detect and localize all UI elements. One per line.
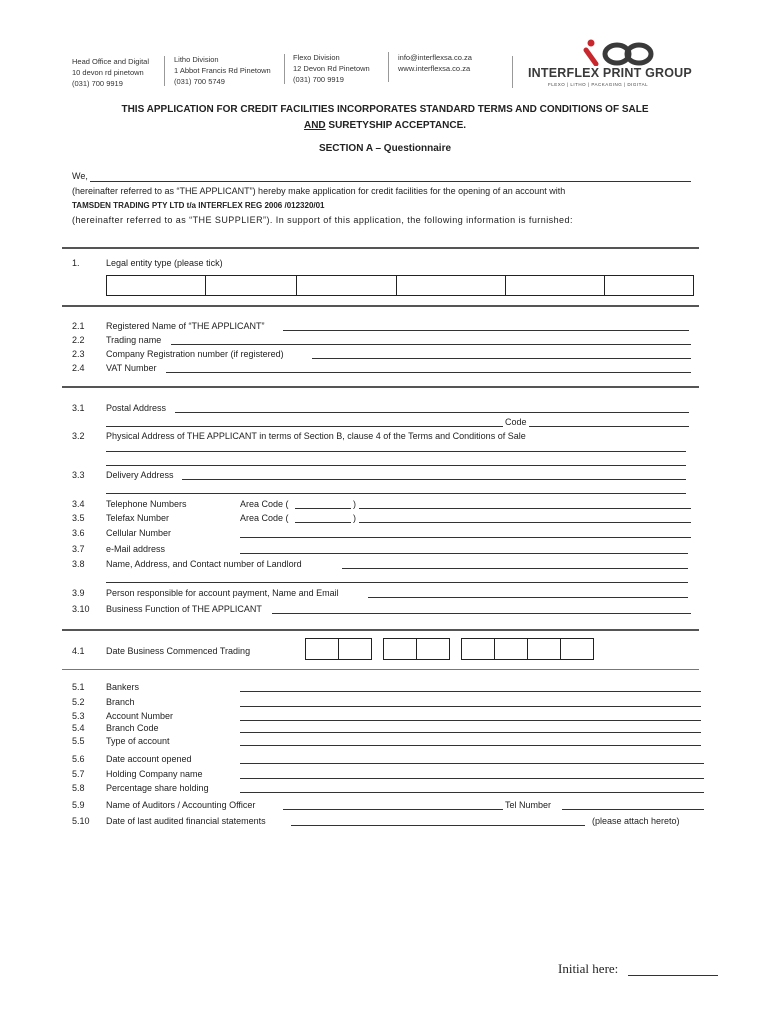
date-digit-box[interactable] xyxy=(461,638,495,660)
q4-1-label: Date Business Commenced Trading xyxy=(106,646,251,656)
q2-3-label: Company Registration number (if registered) xyxy=(106,349,284,359)
cellular-number-field[interactable] xyxy=(240,537,691,538)
applicant-name-field[interactable] xyxy=(90,181,691,182)
telefax-area-code-field[interactable] xyxy=(295,522,351,523)
q5-9-label: Name of Auditors / Accounting Officer xyxy=(106,800,256,810)
intro-we: We, xyxy=(72,171,88,181)
q3-4-number: 3.4 xyxy=(72,499,85,509)
q4-1-number: 4.1 xyxy=(72,646,85,656)
q5-10-number: 5.10 xyxy=(72,816,90,826)
title-and: AND xyxy=(303,120,326,131)
section-rule xyxy=(62,629,699,631)
initial-label: Initial here: xyxy=(558,961,619,976)
q5-5-label: Type of account xyxy=(106,736,170,746)
q3-7-number: 3.7 xyxy=(72,544,85,554)
q3-4-label: Telephone Numbers xyxy=(106,499,187,509)
section-rule xyxy=(62,386,699,388)
telefax-number-field[interactable] xyxy=(359,522,691,523)
postal-address-field-2[interactable] xyxy=(106,426,503,427)
paren-close: ) xyxy=(353,499,356,509)
q5-9-number: 5.9 xyxy=(72,800,85,810)
entity-type-box[interactable] xyxy=(604,275,694,296)
physical-address-field-2[interactable] xyxy=(106,465,686,466)
landlord-field-2[interactable] xyxy=(106,582,688,583)
q3-2-number: 3.2 xyxy=(72,431,85,441)
q2-4-number: 2.4 xyxy=(72,363,85,373)
telephone-area-code-label: Area Code ( xyxy=(240,499,289,509)
entity-type-box[interactable] xyxy=(296,275,397,296)
q5-4-label: Branch Code xyxy=(106,723,159,733)
litho-address: 1 Abbot Francis Rd Pinetown xyxy=(174,66,271,75)
attach-note: (please attach hereto) xyxy=(592,816,680,826)
section-rule xyxy=(62,305,699,307)
date-digit-box[interactable] xyxy=(560,638,594,660)
q1-number: 1. xyxy=(72,258,80,268)
landlord-field[interactable] xyxy=(342,568,688,569)
q3-6-label: Cellular Number xyxy=(106,528,172,538)
date-account-opened-field[interactable] xyxy=(240,763,704,764)
date-digit-box[interactable] xyxy=(494,638,528,660)
q5-2-label: Branch xyxy=(106,697,135,707)
q3-6-number: 3.6 xyxy=(72,528,85,538)
divider xyxy=(284,54,285,84)
q3-5-label: Telefax Number xyxy=(106,513,170,523)
account-payment-contact-field[interactable] xyxy=(368,597,688,598)
tel-number-label: Tel Number xyxy=(505,800,552,810)
q3-10-number: 3.10 xyxy=(72,604,90,614)
delivery-address-field[interactable] xyxy=(182,479,686,480)
head-office-title: Head Office and Digital xyxy=(72,57,149,66)
entity-type-box[interactable] xyxy=(505,275,605,296)
audited-statements-date-field[interactable] xyxy=(291,825,585,826)
email-field[interactable] xyxy=(240,553,688,554)
q3-7-label: e-Mail address xyxy=(106,544,166,554)
physical-address-field[interactable] xyxy=(106,451,686,452)
q2-1-number: 2.1 xyxy=(72,321,85,331)
q2-4-label: VAT Number xyxy=(106,363,157,373)
logo-name: INTERFLEX PRINT GROUP xyxy=(528,66,692,80)
divider xyxy=(388,52,389,82)
q3-3-number: 3.3 xyxy=(72,470,85,480)
q3-5-number: 3.5 xyxy=(72,513,85,523)
postal-code-field[interactable] xyxy=(529,426,689,427)
q5-4-number: 5.4 xyxy=(72,723,85,733)
email-text: info@interflexsa.co.za xyxy=(398,53,472,62)
entity-type-box[interactable] xyxy=(396,275,506,296)
flexo-address: 12 Devon Rd Pinetown xyxy=(293,64,370,73)
logo-mark-icon xyxy=(582,38,662,66)
branch-code-field[interactable] xyxy=(240,732,701,733)
telephone-area-code-field[interactable] xyxy=(295,508,351,509)
title-line-2 xyxy=(0,120,770,131)
postal-code-label: Code xyxy=(505,417,527,427)
litho-title: Litho Division xyxy=(174,55,219,64)
telefax-area-code-label: Area Code ( xyxy=(240,513,289,523)
trading-name-field[interactable] xyxy=(171,344,691,345)
flexo-title: Flexo Division xyxy=(293,53,340,62)
entity-type-box[interactable] xyxy=(106,275,206,296)
holding-company-field[interactable] xyxy=(240,778,704,779)
q5-3-number: 5.3 xyxy=(72,711,85,721)
entity-type-box[interactable] xyxy=(205,275,297,296)
head-office-block xyxy=(72,56,149,89)
q5-7-label: Holding Company name xyxy=(106,769,203,779)
q5-8-number: 5.8 xyxy=(72,783,85,793)
q3-1-number: 3.1 xyxy=(72,403,85,413)
flexo-phone: (031) 700 9919 xyxy=(293,75,344,84)
q5-1-label: Bankers xyxy=(106,682,140,692)
section-title: SECTION A – Questionnaire xyxy=(318,143,452,154)
q3-3-label: Delivery Address xyxy=(106,470,174,480)
logo-tagline: FLEXO | LITHO | PACKAGING | DIGITAL xyxy=(548,82,649,87)
website-text: www.interflexsa.co.za xyxy=(398,64,471,73)
head-office-address: 10 devon rd pinetown xyxy=(72,68,144,77)
share-holding-field[interactable] xyxy=(240,792,704,793)
account-number-field[interactable] xyxy=(240,720,701,721)
q5-10-label: Date of last audited financial statements xyxy=(106,816,266,826)
divider xyxy=(164,56,165,86)
flexo-block xyxy=(293,52,370,85)
q2-3-number: 2.3 xyxy=(72,349,85,359)
q2-2-number: 2.2 xyxy=(72,335,85,345)
date-digit-box[interactable] xyxy=(338,638,372,660)
q3-8-number: 3.8 xyxy=(72,559,85,569)
supplier-name: TAMSDEN TRADING PTY LTD t/a INTERFLEX REG 2006 /012320/01 xyxy=(72,201,325,210)
registration-number-field[interactable] xyxy=(312,358,691,359)
q5-5-number: 5.5 xyxy=(72,736,85,746)
section-rule xyxy=(62,669,699,670)
account-type-field[interactable] xyxy=(240,745,701,746)
q2-2-label: Trading name xyxy=(106,335,162,345)
date-digit-box[interactable] xyxy=(527,638,561,660)
initial-field[interactable] xyxy=(628,975,718,976)
section-rule xyxy=(62,247,699,249)
q5-6-label: Date account opened xyxy=(106,754,192,764)
registered-name-field[interactable] xyxy=(283,330,689,331)
date-digit-box[interactable] xyxy=(416,638,450,660)
head-office-phone: (031) 700 9919 xyxy=(72,79,123,88)
postal-address-field[interactable] xyxy=(175,412,689,413)
litho-phone: (031) 700 5749 xyxy=(174,77,225,86)
telephone-number-field[interactable] xyxy=(359,508,691,509)
branch-field[interactable] xyxy=(240,706,701,707)
q3-1-label: Postal Address xyxy=(106,403,167,413)
vat-number-field[interactable] xyxy=(166,372,691,373)
title-rest: SURETYSHIP ACCEPTANCE. xyxy=(325,120,467,131)
litho-block xyxy=(174,54,271,87)
title-line-1: THIS APPLICATION FOR CREDIT FACILITIES INCORPORATES STANDARD TERMS AND CONDITIONS OF SALE xyxy=(121,104,649,115)
divider xyxy=(512,56,513,88)
auditors-tel-field[interactable] xyxy=(562,809,704,810)
delivery-address-field-2[interactable] xyxy=(106,493,686,494)
q5-8-label: Percentage share holding xyxy=(106,783,209,793)
interflex-logo xyxy=(520,38,710,90)
bankers-field[interactable] xyxy=(240,691,701,692)
date-digit-box[interactable] xyxy=(305,638,339,660)
q3-2-label: Physical Address of THE APPLICANT in terms of Section B, clause 4 of the Terms and Conditions of Sale xyxy=(106,431,526,441)
q5-2-number: 5.2 xyxy=(72,697,85,707)
date-digit-box[interactable] xyxy=(383,638,417,660)
intro-line-2: (hereinafter referred to as “THE APPLICANT”) hereby make application for credit facilities for the opening of an account with xyxy=(72,186,566,196)
contact-block xyxy=(398,52,472,74)
q5-3-label: Account Number xyxy=(106,711,174,721)
paren-close: ) xyxy=(353,513,356,523)
q5-6-number: 5.6 xyxy=(72,754,85,764)
q3-9-label: Person responsible for account payment, Name and Email xyxy=(106,588,339,598)
q2-1-label: Registered Name of “THE APPLICANT” xyxy=(106,321,265,331)
q1-label: Legal entity type (please tick) xyxy=(106,258,223,268)
q3-9-number: 3.9 xyxy=(72,588,85,598)
q3-8-label: Name, Address, and Contact number of Landlord xyxy=(106,559,302,569)
business-function-field[interactable] xyxy=(272,613,691,614)
q3-10-label: Business Function of THE APPLICANT xyxy=(106,604,262,614)
auditors-field[interactable] xyxy=(283,809,503,810)
q5-7-number: 5.7 xyxy=(72,769,85,779)
q5-1-number: 5.1 xyxy=(72,682,85,692)
intro-line-4: (hereinafter referred to as “THE SUPPLIER”). In support of this application, the following information is furnished: xyxy=(72,215,573,225)
